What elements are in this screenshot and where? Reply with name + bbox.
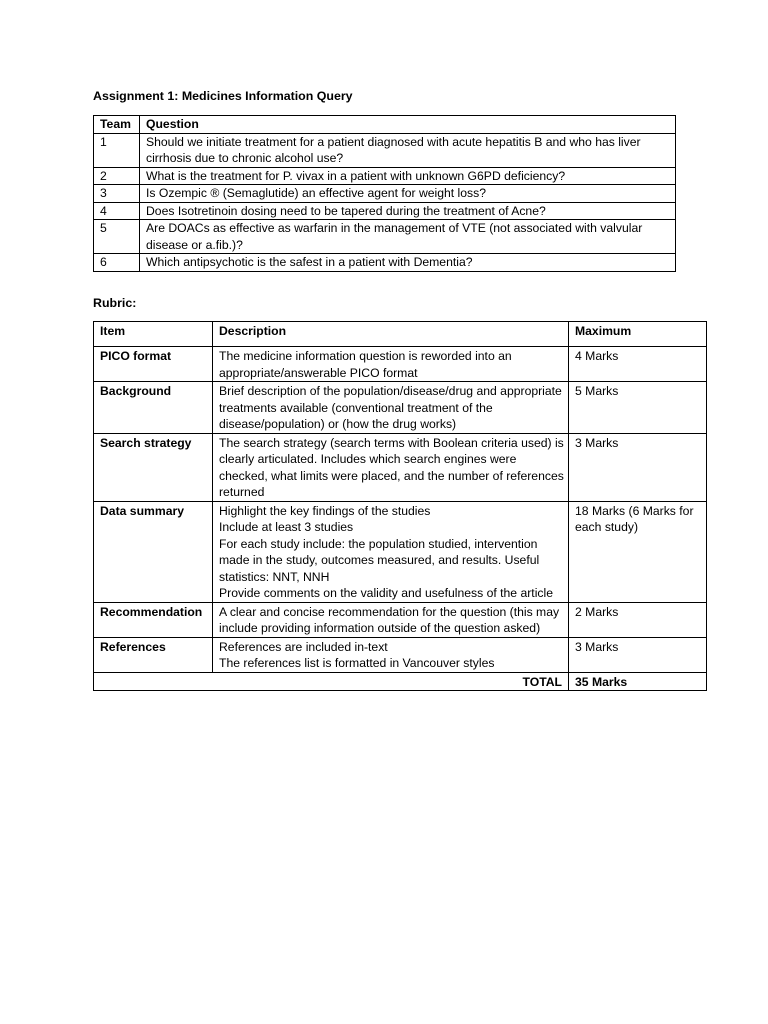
- description-line: References are included in-text: [219, 639, 388, 654]
- team-question: Should we initiate treatment for a patient diagnosed with acute hepatitis B and who has liver cirrhosis due to chronic alcohol use?: [140, 133, 676, 167]
- rubric-description: [213, 433, 569, 501]
- team-question: Which antipsychotic is the safest in a patient with Dementia?: [140, 254, 676, 272]
- rubric-description: [213, 347, 569, 382]
- total-row: [94, 672, 707, 691]
- assignment-title: Assignment 1: Medicines Information Query: [93, 89, 353, 103]
- rubric-description: [213, 501, 569, 602]
- table-row: [94, 167, 676, 185]
- table-row: [94, 602, 707, 637]
- table-row: [94, 382, 707, 434]
- description-line: The references list is formatted in Vancouver styles: [219, 656, 495, 670]
- description-line: Brief description of the population/disease/drug and appropriate treatments available (conventional treatment of the disease/population) or (how the drug works): [219, 384, 562, 431]
- description-line: The search strategy (search terms with Boolean criteria used) is clearly articulated. Includes which search engines were checked, what limits were placed, and the number of references returned: [219, 435, 564, 499]
- rubric-item: PICO format: [94, 347, 213, 382]
- rubric-title: Rubric:: [93, 296, 137, 310]
- rubric-item: Data summary: [94, 501, 213, 602]
- table-row: [94, 433, 707, 501]
- team-header: Team: [94, 116, 140, 134]
- total-label: TOTAL: [94, 672, 569, 691]
- table-header-row: [94, 322, 707, 347]
- table-row: [94, 637, 707, 672]
- table-row: [94, 347, 707, 382]
- team-number: 3: [94, 185, 140, 203]
- description-line: For each study include: the population studied, intervention made in the study, outcomes measured, and results. Useful statistics: NNT, NNH: [219, 536, 540, 584]
- team-number: 6: [94, 254, 140, 272]
- rubric-item: References: [94, 637, 213, 672]
- team-number: 1: [94, 133, 140, 167]
- description-line: Provide comments on the validity and usefulness of the article: [219, 586, 553, 600]
- rubric-maximum: 4 Marks: [569, 347, 707, 382]
- table-row: [94, 220, 676, 254]
- team-question-table: [93, 115, 676, 272]
- description-line: Highlight the key findings of the studies: [219, 503, 431, 518]
- table-row: [94, 202, 676, 220]
- rubric-table: [93, 321, 707, 691]
- table-row: [94, 501, 707, 602]
- team-question: Is Ozempic ® (Semaglutide) an effective agent for weight loss?: [140, 185, 676, 203]
- team-question: What is the treatment for P. vivax in a patient with unknown G6PD deficiency?: [140, 167, 676, 185]
- table-row: [94, 133, 676, 167]
- rubric-maximum: 2 Marks: [569, 602, 707, 637]
- rubric-maximum: 3 Marks: [569, 637, 707, 672]
- description-line: Include at least 3 studies: [219, 520, 354, 534]
- team-question: Are DOACs as effective as warfarin in the management of VTE (not associated with valvular disease or a.fib.)?: [140, 220, 676, 254]
- description-header: Description: [213, 322, 569, 347]
- rubric-maximum: 5 Marks: [569, 382, 707, 434]
- rubric-item: Background: [94, 382, 213, 434]
- rubric-maximum: 3 Marks: [569, 433, 707, 501]
- rubric-maximum: 18 Marks (6 Marks for each study): [569, 501, 707, 602]
- rubric-description: [213, 382, 569, 434]
- rubric-description: [213, 637, 569, 672]
- rubric-description: [213, 602, 569, 637]
- team-question: Does Isotretinoin dosing need to be tapered during the treatment of Acne?: [140, 202, 676, 220]
- description-line: A clear and concise recommendation for the question (this may include providing information outside of the question asked): [219, 604, 560, 635]
- total-value: 35 Marks: [569, 672, 707, 691]
- team-number: 4: [94, 202, 140, 220]
- rubric-item: Recommendation: [94, 602, 213, 637]
- rubric-item: Search strategy: [94, 433, 213, 501]
- team-number: 2: [94, 167, 140, 185]
- table-row: [94, 254, 676, 272]
- team-number: 5: [94, 220, 140, 254]
- item-header: Item: [94, 322, 213, 347]
- description-line: The medicine information question is reworded into an appropriate/answerable PICO format: [219, 349, 512, 380]
- question-header: Question: [140, 116, 676, 134]
- table-row: [94, 185, 676, 203]
- maximum-header: Maximum: [569, 322, 707, 347]
- table-header-row: [94, 116, 676, 134]
